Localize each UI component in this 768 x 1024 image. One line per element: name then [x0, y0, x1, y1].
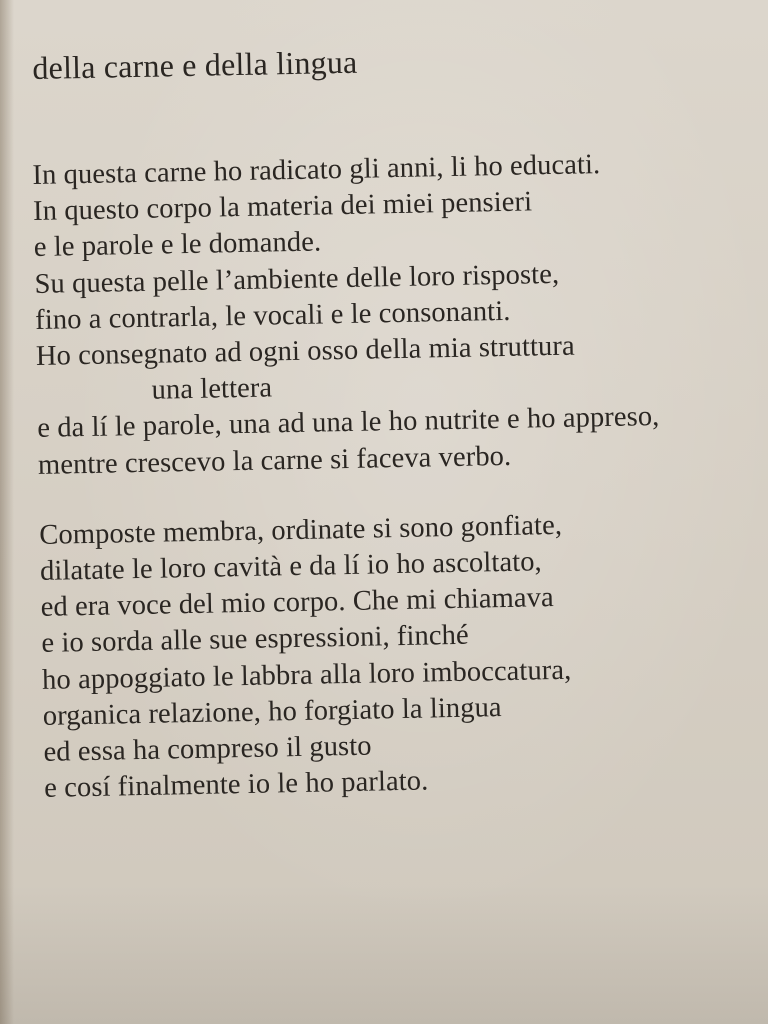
poem-line: ed essa ha compreso il gusto [43, 730, 372, 768]
page-bottom-shadow [0, 884, 768, 1024]
stanza [39, 504, 768, 808]
poem-line: e cosí finalmente io le ho parlato. [43, 765, 429, 805]
poem-line: ho appoggiato le labbra alla loro imboccatura, [41, 654, 572, 696]
stanza [32, 144, 768, 484]
poem-line: In questa carne ho radicato gli anni, li ho educati. [32, 149, 601, 191]
poem-line: e da lí le parole, una ad una le ho nutrite e ho appreso, [37, 401, 660, 445]
poem-body [32, 144, 768, 807]
poem-line: In questo corpo la materia dei miei pensieri [32, 186, 533, 228]
poem-line: ed era voce del mio corpo. Che mi chiamava [40, 582, 554, 624]
poem-title: della carne e della lingua [32, 43, 358, 86]
poem-line: Ho consegnato ad ogni osso della mia struttura [35, 330, 575, 372]
poem-line: e le parole e le domande. [33, 226, 322, 264]
poem-line: organica relazione, ho forgiato la lingua [42, 691, 502, 732]
poem-line: Composte membra, ordinate si sono gonfiate, [39, 509, 563, 551]
poem-line: e io sorda alle sue espressioni, finché [41, 620, 469, 660]
poem-line: Su questa pelle l’ambiente delle loro risposte, [34, 258, 560, 300]
poem-line: fino a contrarla, le vocali e le consonanti. [34, 295, 511, 336]
poem [30, 34, 768, 841]
page-edge-shadow [0, 0, 14, 1024]
poem-line: una lettera [151, 372, 273, 406]
poem-line: dilatate le loro cavità e da lí io ho ascoltato, [39, 546, 543, 587]
poem-line: mentre crescevo la carne si faceva verbo. [37, 440, 512, 481]
